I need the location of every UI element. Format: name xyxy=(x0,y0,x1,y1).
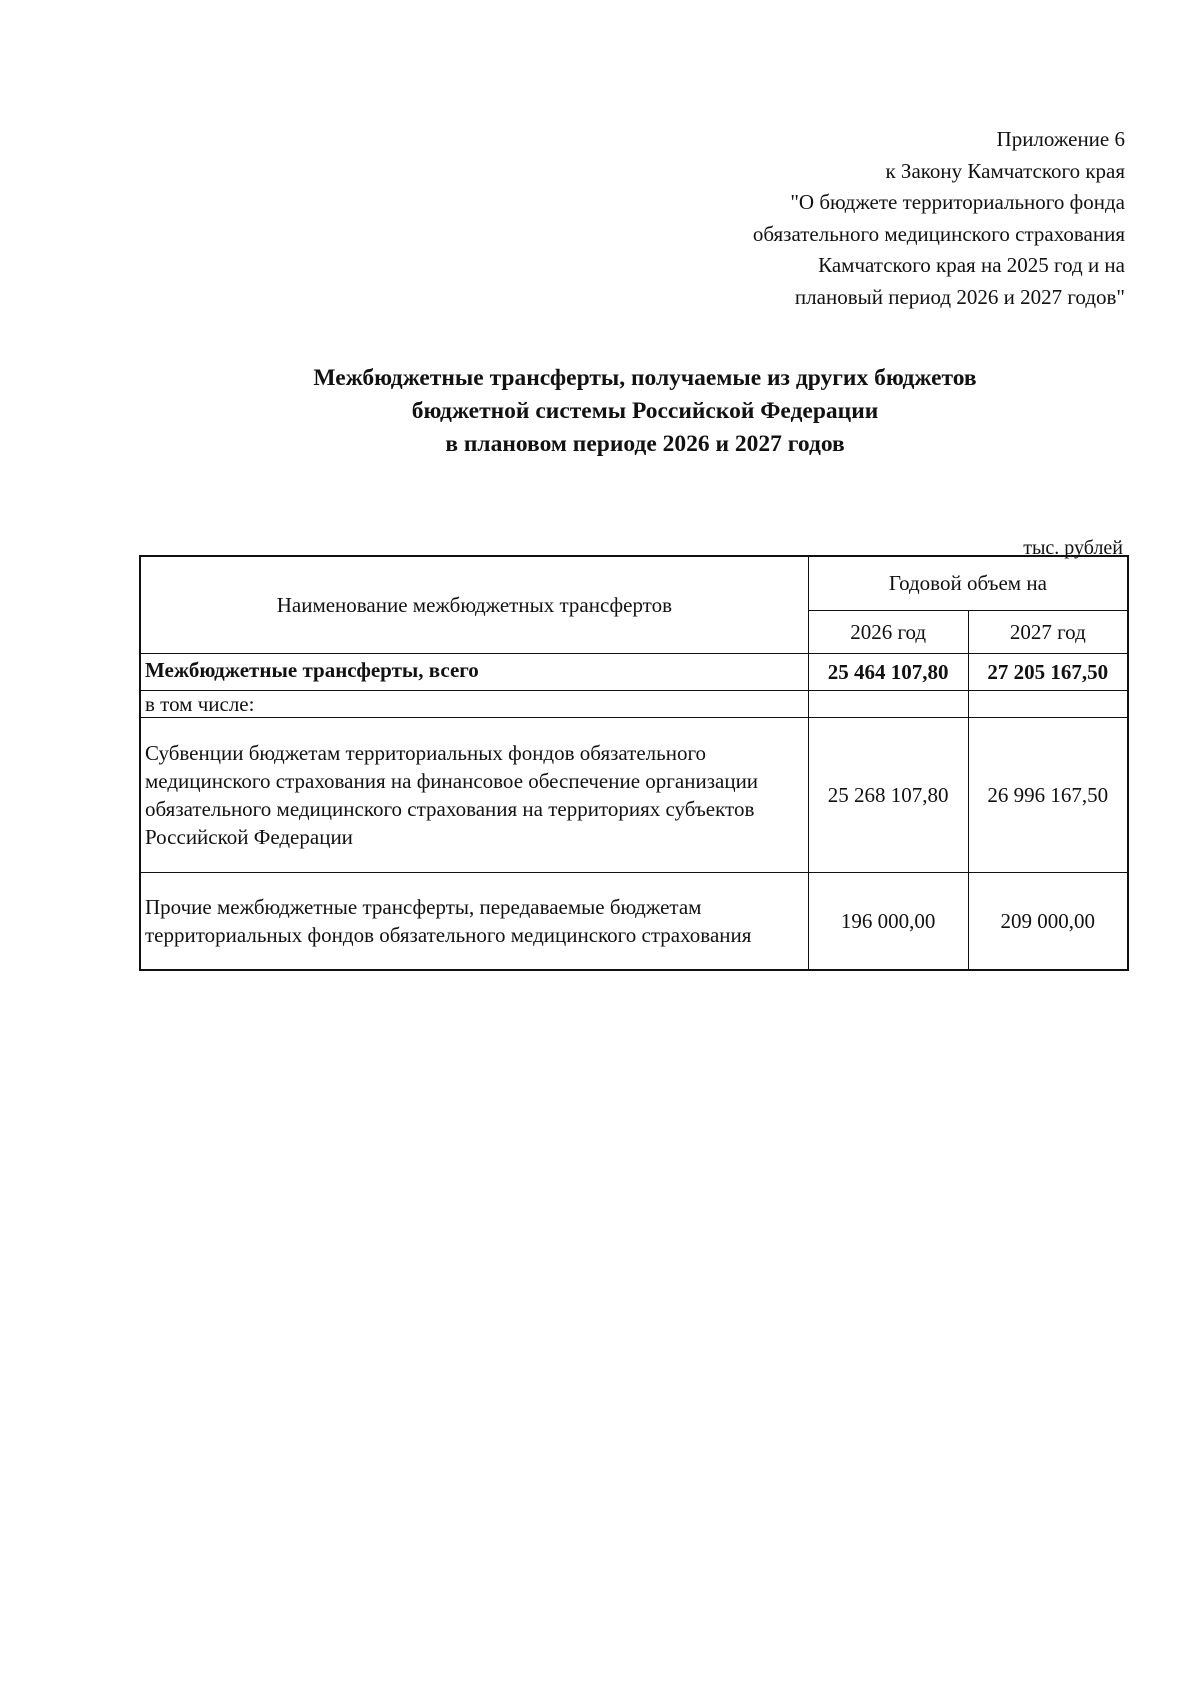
row-value-2026: 25 464 107,80 xyxy=(808,654,968,691)
appendix-line: Приложение 6 xyxy=(996,127,1125,151)
row-value-2027: 209 000,00 xyxy=(968,873,1128,971)
row-value-2026 xyxy=(808,691,968,718)
title-line: в плановом периоде 2026 и 2027 годов xyxy=(445,431,845,457)
appendix-line: "О бюджете территориального фонда xyxy=(790,190,1125,214)
appendix-line: плановый период 2026 и 2027 годов" xyxy=(794,284,1125,309)
appendix-line: к Закону Камчатского края xyxy=(885,158,1125,183)
title-line: Межбюджетные трансферты, получаемые из других бюджетов xyxy=(313,365,977,391)
row-value-2027: 26 996 167,50 xyxy=(968,718,1128,873)
row-value-2026: 196 000,00 xyxy=(808,873,968,971)
row-value-2026: 25 268 107,80 xyxy=(808,718,968,873)
document-title xyxy=(120,362,1170,461)
appendix-reference xyxy=(605,124,1125,313)
header-name: Наименование межбюджетных трансфертов xyxy=(140,556,808,654)
unit-label: тыс. рублей xyxy=(1023,537,1123,559)
header-annual-volume: Годовой объем на xyxy=(808,556,1128,610)
row-name: Прочие межбюджетные трансферты, передаваемые бюджетам территориальных фондов обязательного медицинского страхования xyxy=(140,873,808,971)
table-row-total xyxy=(140,654,1128,691)
appendix-line: обязательного медицинского страхования xyxy=(752,221,1125,246)
row-name: в том числе: xyxy=(140,691,808,718)
row-value-2027: 27 205 167,50 xyxy=(968,654,1128,691)
table-row-other-transfers xyxy=(140,873,1128,971)
table-row-including xyxy=(140,691,1128,718)
header-year-2026: 2026 год xyxy=(808,610,968,653)
table-row-subventions xyxy=(140,718,1128,873)
row-name: Межбюджетные трансферты, всего xyxy=(140,654,808,691)
transfers-table xyxy=(139,555,1129,971)
header-year-2027: 2027 год xyxy=(968,610,1128,653)
appendix-line: Камчатского края на 2025 год и на xyxy=(818,253,1125,277)
table-header-row xyxy=(140,556,1128,610)
title-line: бюджетной системы Российской Федерации xyxy=(411,398,879,424)
row-value-2027 xyxy=(968,691,1128,718)
row-name: Субвенции бюджетам территориальных фондов обязательного медицинского страхования на финансовое обеспечение организации обязательного медицинского страхования на территориях субъектов Российской Федерации xyxy=(140,718,808,873)
